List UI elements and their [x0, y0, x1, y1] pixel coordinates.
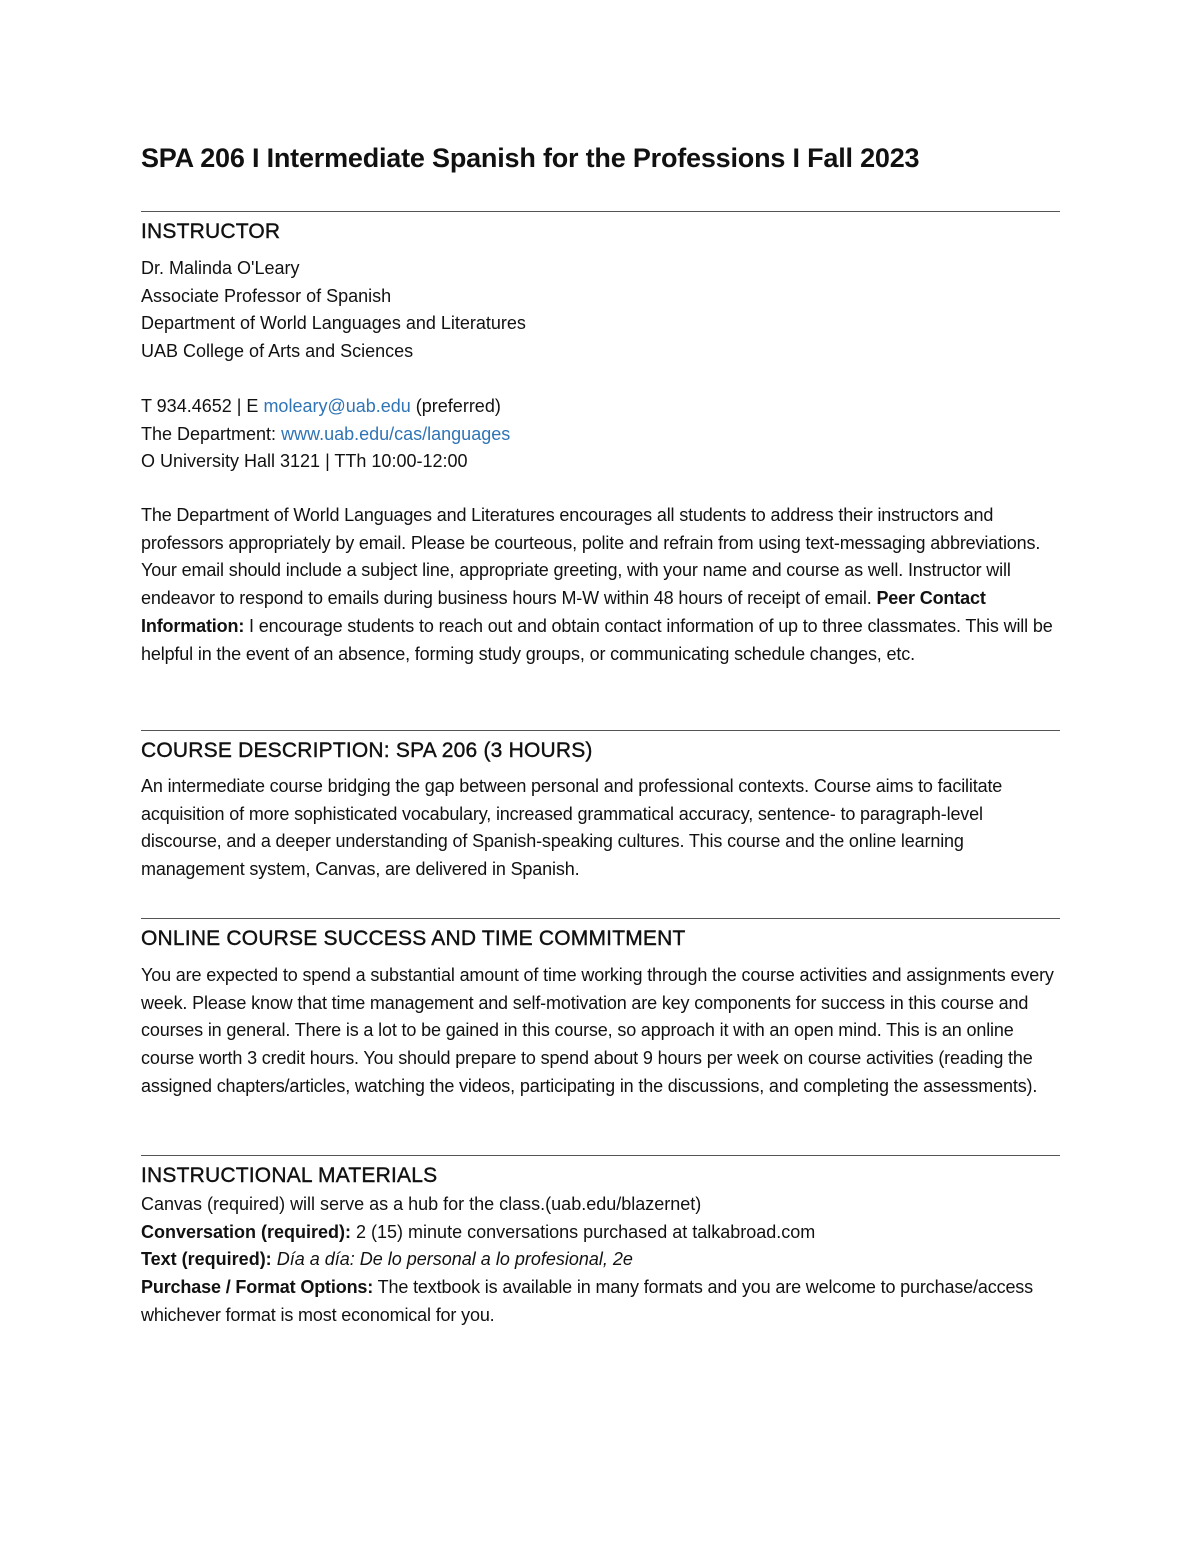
instructor-contact — [141, 393, 510, 476]
instructor-position: Associate Professor of Spanish — [141, 285, 392, 306]
section-divider — [141, 211, 1060, 212]
materials-heading: INSTRUCTIONAL MATERIALS — [141, 1164, 438, 1187]
materials-list — [141, 1191, 815, 1274]
purchase-label: Purchase / Format Options: — [141, 1277, 374, 1297]
department-line — [141, 421, 510, 449]
online-success-heading: ONLINE COURSE SUCCESS AND TIME COMMITMENT — [141, 927, 686, 950]
course-description-text: An intermediate course bridging the gap between personal and professional contexts. Course aims to facilitate acquisition of more sophisticated vocabulary, increased grammatical accuracy, sentence- to paragraph-level discourse, and a deeper understanding of Spanish-speaking cultures. This course and the online learning management system, Canvas, are delivered in Spanish. — [141, 776, 1003, 880]
email-policy-paragraph — [141, 502, 1060, 668]
materials-text — [141, 1246, 815, 1274]
peer-contact-text: I encourage students to reach out and obtain contact information of up to three classmates. This will be helpful in the event of an absence, forming study groups, or communicating schedule changes, etc. — [141, 615, 1053, 664]
office-hours: O University Hall 3121 | TTh 10:00-12:00 — [141, 451, 468, 471]
section-divider — [141, 1155, 1060, 1156]
materials-purchase — [141, 1273, 1060, 1329]
instructor-info — [141, 255, 526, 365]
department-label: The Department: — [141, 423, 282, 444]
page-title: SPA 206 I Intermediate Spanish for the Professions I Fall 2023 — [141, 143, 920, 173]
section-divider — [141, 730, 1060, 731]
department-link[interactable]: www.uab.edu/cas/languages — [281, 423, 511, 444]
purchase-text: The textbook is available in many formats and you are welcome to purchase/access whichever format is most economical for you. — [141, 1277, 1034, 1325]
conversation-text: 2 (15) minute conversations purchased at talkabroad.com — [351, 1221, 816, 1242]
instructor-name: Dr. Malinda O'Leary — [141, 258, 300, 278]
online-success-text: You are expected to spend a substantial amount of time working through the course activities and assignments every week. Please know that time management and self-motivation are key components for success in this course and courses in general. There is a lot to be gained in this course, so approach it with an open mind. This is an online course worth 3 credit hours. You should prepare to spend about 9 hours per week on course activities (reading the assigned chapters/articles, watching the videos, participating in the discussions, and completing the assessments). — [141, 965, 1054, 1096]
materials-conversation — [141, 1219, 815, 1247]
peer-contact-label: Peer Contact Information: — [141, 588, 986, 636]
conversation-label: Conversation (required): — [141, 1221, 352, 1242]
materials-canvas: Canvas (required) will serve as a hub for the class.(uab.edu/blazernet) — [141, 1194, 702, 1214]
textbook-title: Día a día: De lo personal a lo profesional, 2e — [271, 1249, 633, 1269]
instructor-heading: INSTRUCTOR — [141, 220, 281, 243]
contact-line — [141, 393, 510, 421]
instructor-college: UAB College of Arts and Sciences — [141, 340, 414, 361]
email-note: (preferred) — [410, 396, 501, 416]
text-label: Text (required): — [141, 1249, 272, 1269]
instructor-department: Department of World Languages and Literatures — [141, 313, 526, 333]
email-link[interactable]: moleary@uab.edu — [263, 396, 411, 416]
course-description-heading: COURSE DESCRIPTION: SPA 206 (3 HOURS) — [141, 739, 593, 762]
phone-text: T 934.4652 | E — [141, 396, 264, 416]
section-divider — [141, 918, 1060, 919]
email-policy-text: The Department of World Languages and Literatures encourages all students to address their instructors and professors appropriately by email. Please be courteous, polite and refrain from using text-messaging abbreviations. Your email should include a subject line, appropriate greeting, with your name and course as well. Instructor will endeavor to respond to emails during business hours M-W within 48 hours of receipt of email. — [141, 505, 1041, 609]
